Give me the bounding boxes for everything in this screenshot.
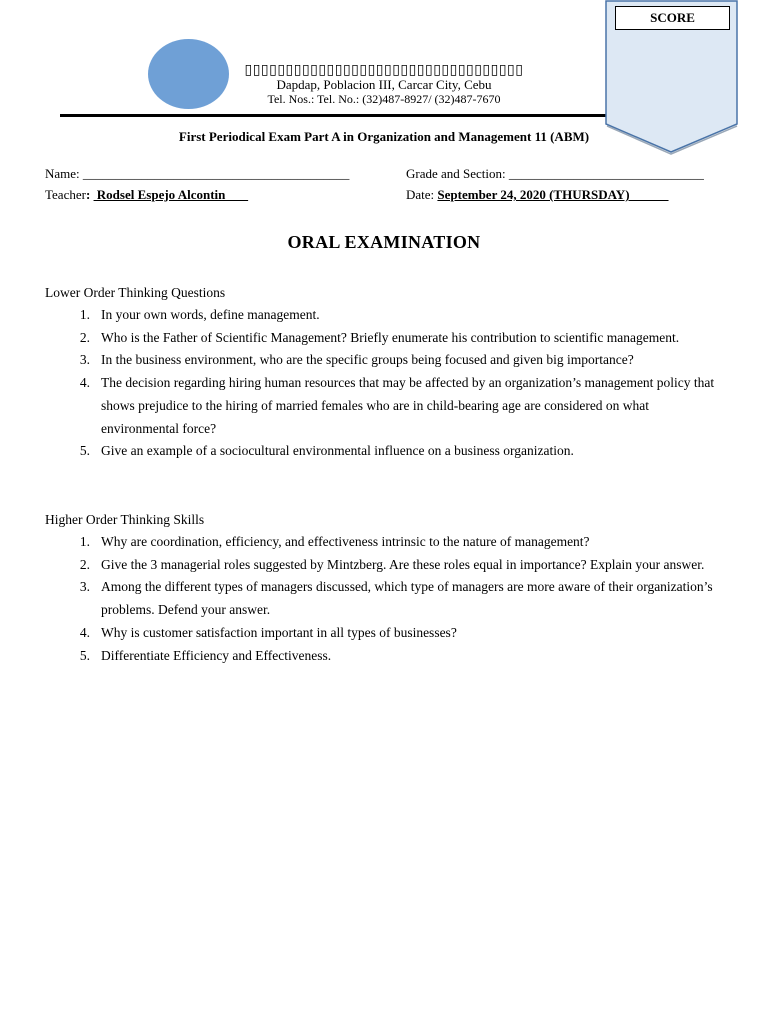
item-number: 4. [79, 375, 90, 391]
list-item [45, 576, 725, 621]
question-text: The decision regarding hiring human resources that may be affected by an organization’s management policy that shows prejudice to the hiring of married females who are in child-bearing age are considered on what environmental force? [101, 375, 715, 436]
item-number: 1. [79, 307, 90, 322]
score-label: SCORE [615, 6, 730, 30]
question-text: Among the different types of managers discussed, which type of managers are more aware of their organization’s problems. Defend your answer. [101, 579, 713, 618]
question-text: In the business environment, who are the specific groups being focused and given big importance? [101, 352, 634, 368]
item-number: 1. [79, 534, 90, 549]
item-number: 3. [79, 352, 90, 368]
school-telephone: Tel. Nos.: Tel. No.: (32)487-8927/ (32)487-7670 [267, 92, 501, 106]
date-value: September 24, 2020 (THURSDAY) [437, 187, 669, 202]
name-label: Name: [45, 166, 83, 181]
question-text: Give the 3 managerial roles suggested by Mintzberg. Are these roles equal in importance? Explain your answer. [101, 556, 705, 572]
item-number: 4. [79, 624, 90, 640]
list-item [45, 554, 725, 577]
item-number: 3. [79, 579, 90, 595]
question-text: In your own words, define management. [101, 307, 320, 322]
grade-section-field[interactable] [406, 166, 704, 182]
teacher-value: Rodsel Espejo Alcontin [93, 187, 249, 202]
list-item [45, 349, 725, 372]
item-number: 2. [79, 556, 90, 572]
item-number: 5. [79, 647, 90, 663]
higher-order-heading: Higher Order Thinking Skills [45, 512, 205, 527]
teacher-label: Teacher [45, 187, 86, 202]
question-text: Who is the Father of Scientific Management? Briefly enumerate his contribution to scientific management. [101, 329, 680, 345]
list-item [45, 372, 725, 440]
list-item [45, 440, 725, 463]
school-name: ▯▯▯▯▯▯▯▯▯▯▯▯▯▯▯▯▯▯▯▯▯▯▯▯▯▯▯▯▯▯▯▯▯▯ [244, 63, 524, 78]
date-label: Date: [406, 187, 438, 202]
higher-order-list [45, 531, 725, 667]
name-field[interactable] [45, 166, 349, 182]
list-item [45, 622, 725, 645]
question-text: Why is customer satisfaction important in all types of businesses? [101, 624, 457, 640]
date-field [406, 187, 669, 203]
question-text: Give an example of a sociocultural environmental influence on a business organization. [101, 443, 574, 459]
teacher-colon: : [85, 187, 94, 202]
list-item [45, 645, 725, 668]
item-number: 5. [79, 443, 90, 459]
question-text: Differentiate Efficiency and Effectiveness. [101, 647, 332, 663]
lower-order-list [45, 304, 725, 463]
lower-order-heading: Lower Order Thinking Questions [45, 285, 226, 300]
grade-section-line[interactable]: ______________________________ [508, 166, 704, 181]
list-item [45, 327, 725, 350]
oral-examination-title: ORAL EXAMINATION [287, 232, 481, 252]
name-line[interactable]: _________________________________________ [82, 166, 350, 181]
teacher-field [45, 187, 248, 203]
exam-title: First Periodical Exam Part A in Organization and Management 11 (ABM) [178, 129, 590, 144]
item-number: 2. [79, 329, 90, 345]
school-address: Dapdap, Poblacion III, Carcar City, Cebu [276, 77, 492, 92]
list-item [45, 304, 725, 327]
list-item [45, 531, 725, 554]
grade-section-label: Grade and Section: [406, 166, 509, 181]
question-text: Why are coordination, efficiency, and effectiveness intrinsic to the nature of management? [101, 534, 590, 549]
header-divider [60, 114, 620, 117]
